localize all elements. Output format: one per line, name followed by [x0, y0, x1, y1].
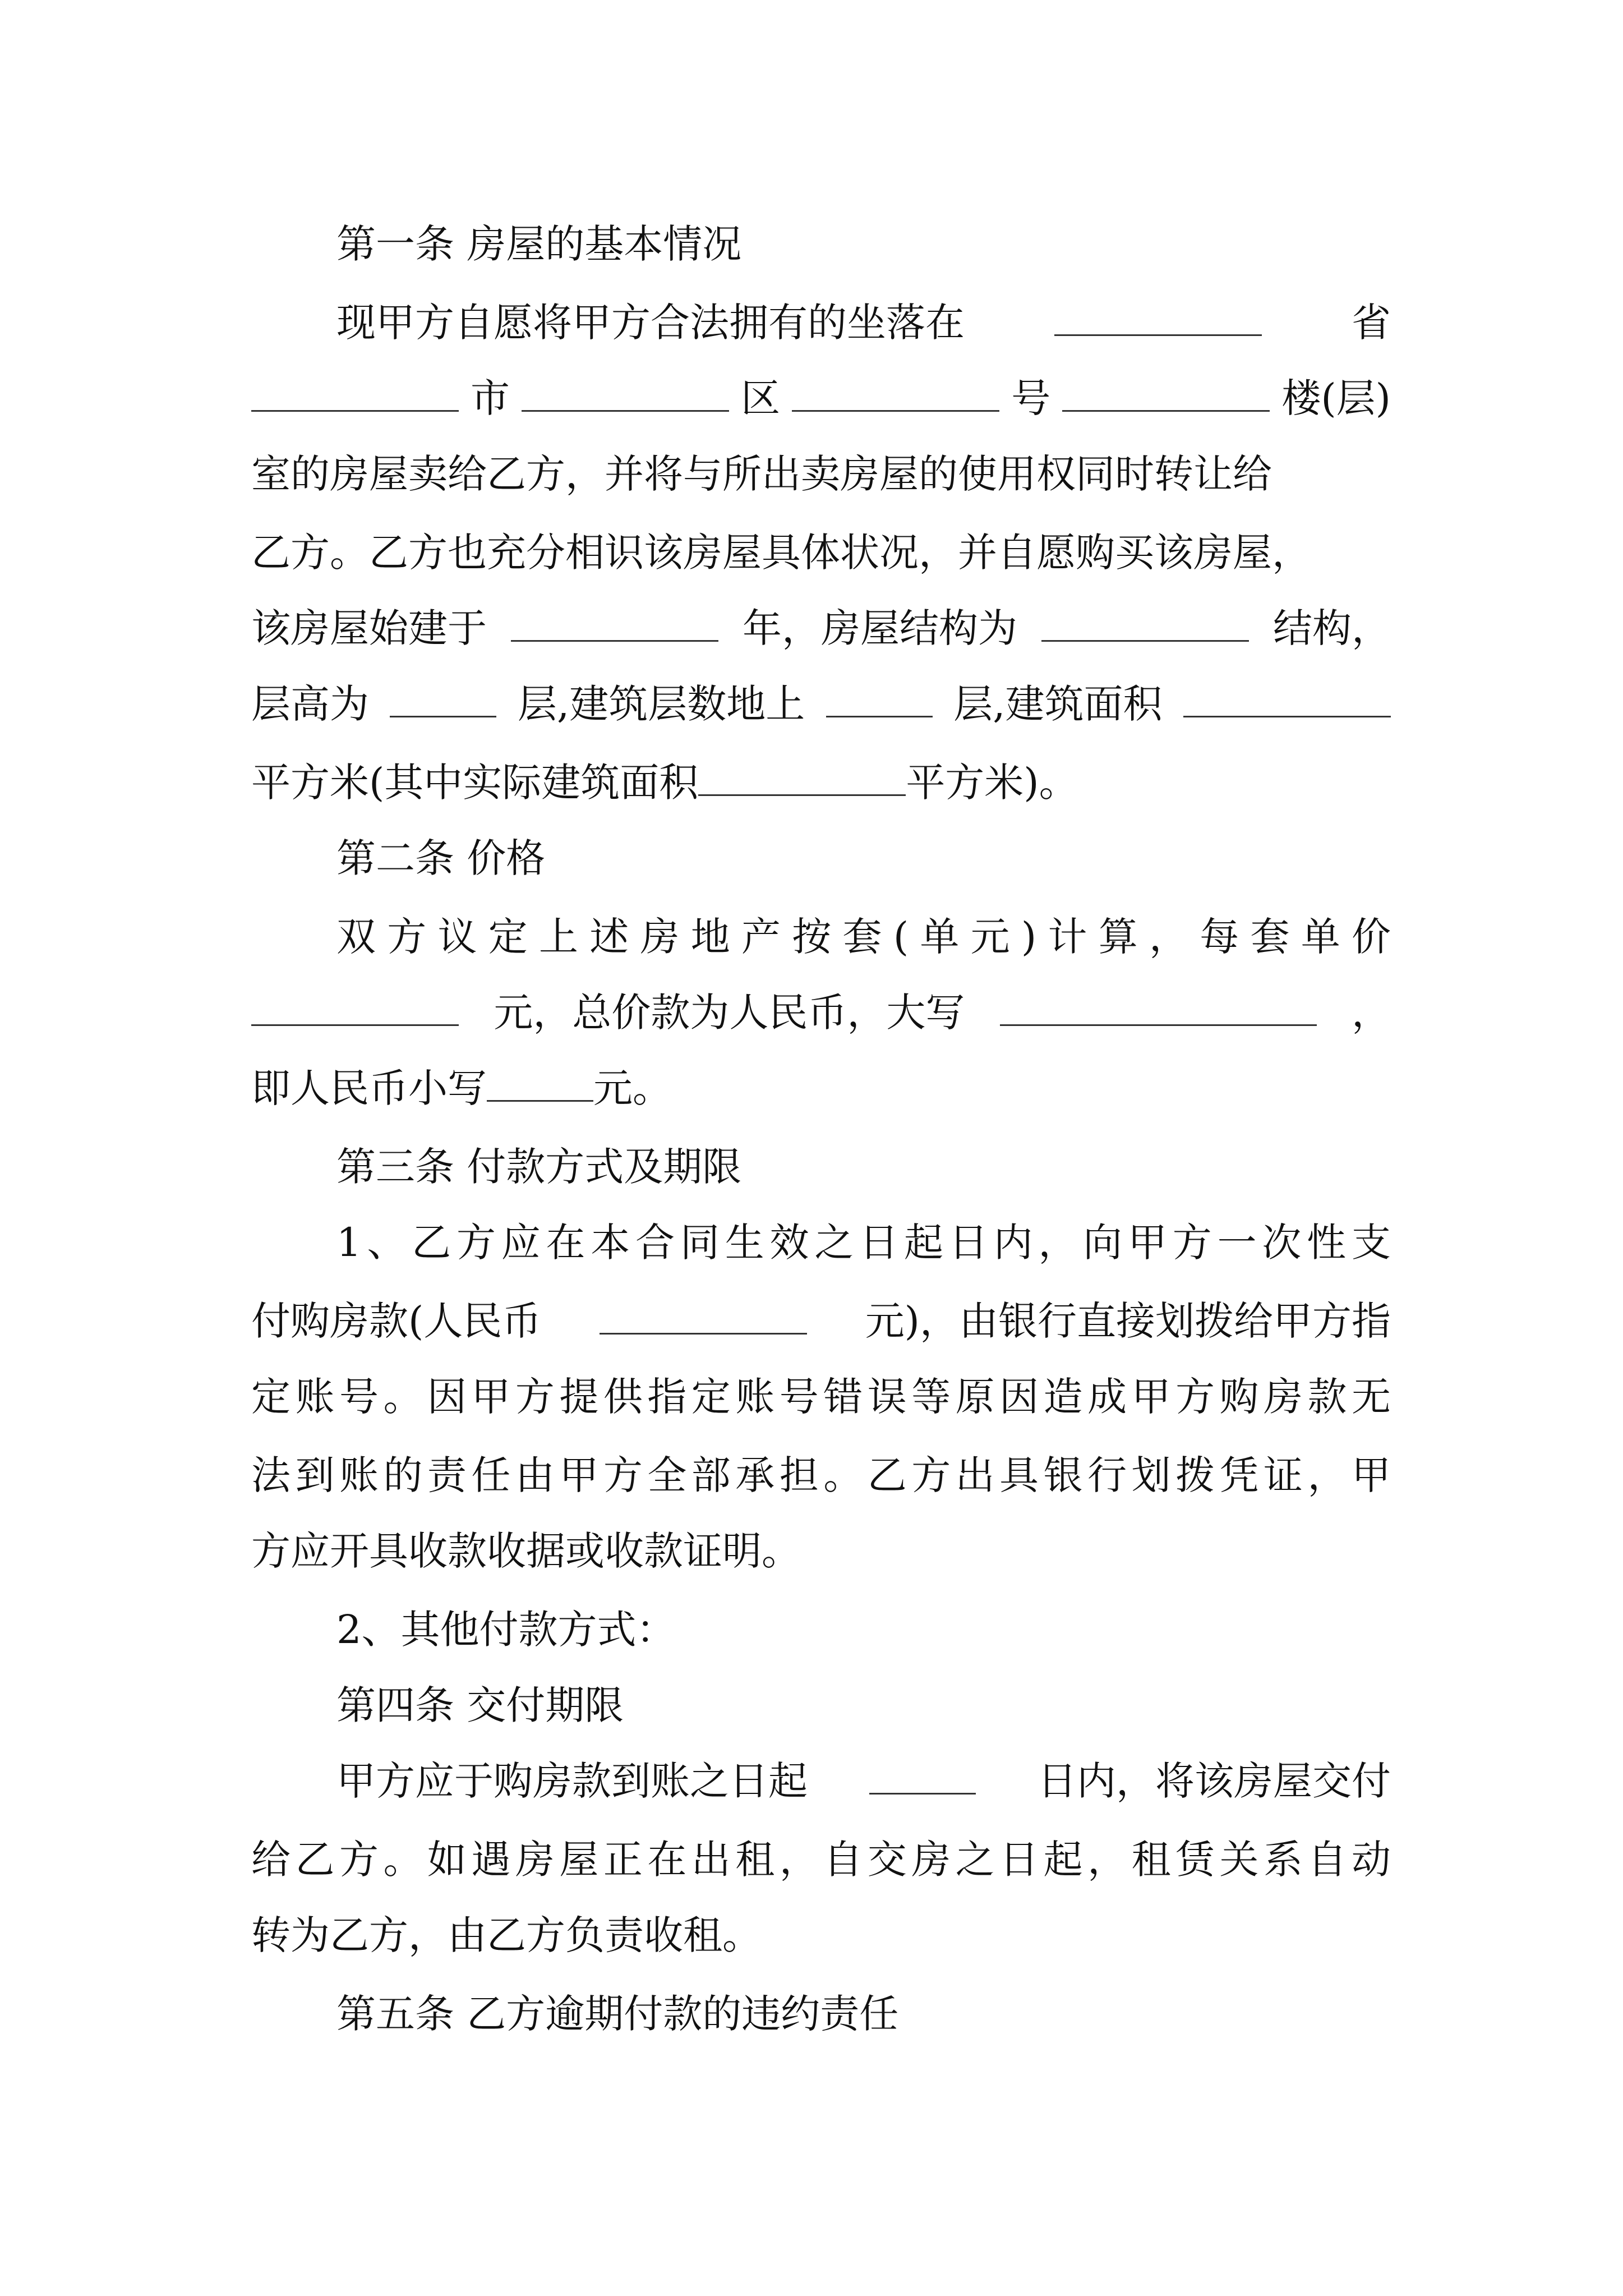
article5-heading: 第五条 乙方逾期付款的违约责任: [336, 1991, 899, 2037]
article3-line5: 方应开具收款收据或收款证明。: [251, 1528, 801, 1574]
blank-delivery-days[interactable]: [869, 1757, 976, 1795]
label-structure-tail: 结构，: [1273, 605, 1391, 651]
article1-line5: [251, 600, 1391, 656]
article3-line3: 定账号。因甲方提供指定账号错误等原因造成甲方购房款无: [251, 1374, 1391, 1420]
article1-line3: 室的房屋卖给乙方，并将与所出卖房屋的使用权同时转让给: [251, 451, 1272, 497]
article3-heading: 第三条 付款方式及期限: [336, 1144, 742, 1190]
article1-line1-text: 现甲方自愿将甲方合法拥有的坐落在: [336, 300, 965, 346]
label-building-area: 层,建筑面积: [953, 681, 1163, 727]
blank-unit-price[interactable]: [251, 988, 459, 1026]
blank-floor-height[interactable]: [390, 680, 496, 717]
article3-line1: 1、乙方应在本合同生效之日起日内，向甲方一次性支: [336, 1220, 1391, 1266]
article3-line2: [251, 1293, 1391, 1349]
article1-line7: [251, 754, 1391, 811]
article1-line1-tail: 省: [1352, 300, 1391, 346]
blank-payment-amount[interactable]: [600, 1297, 807, 1335]
label-area-unit: 平方米)。: [906, 760, 1078, 806]
blank-number[interactable]: [1062, 374, 1270, 412]
label-payment-amount: 付购房款(人民币: [251, 1298, 542, 1344]
label-delivery-end: 日内，将该房屋交付: [1038, 1758, 1391, 1804]
blank-actual-area[interactable]: [698, 758, 906, 796]
article1-line1: [336, 295, 1391, 351]
article2-heading: 第二条 价格: [336, 835, 546, 881]
label-floor: 楼(层): [1281, 375, 1391, 421]
blank-floors-above[interactable]: [826, 680, 933, 717]
label-comma: ，: [1351, 990, 1391, 1036]
label-yuan: 元。: [593, 1065, 672, 1111]
label-delivery-start: 甲方应于购房款到账之日起: [336, 1758, 808, 1804]
blank-district[interactable]: [792, 374, 999, 412]
blank-built-year[interactable]: [511, 604, 718, 642]
blank-lowercase-amount[interactable]: [487, 1064, 593, 1102]
article3-line6: 2、其他付款方式：: [336, 1607, 676, 1653]
label-lowercase-amount: 即人民币小写: [251, 1065, 487, 1111]
article4-line1: [336, 1753, 1391, 1809]
blank-total-uppercase[interactable]: [1000, 988, 1317, 1026]
label-number: 号: [1011, 375, 1051, 421]
article4-heading: 第四条 交付期限: [336, 1682, 624, 1728]
article1-line6: [251, 676, 1391, 732]
blank-province[interactable]: [251, 374, 459, 412]
label-actual-area: 平方米(其中实际建筑面积: [251, 760, 699, 806]
blank-structure[interactable]: [1041, 604, 1249, 642]
article2-line1: 双方议定上述房地产按套(单元)计算，每套单价: [336, 914, 1391, 960]
label-floors-above: 层,建筑层数地上: [517, 681, 805, 727]
label-structure: 年，房屋结构为: [743, 605, 1017, 651]
article1-heading: 第一条 房屋的基本情况: [336, 221, 742, 267]
article2-line3: [251, 1060, 1391, 1116]
label-total-price: 元，总价款为人民币，大写: [494, 990, 965, 1036]
article4-line2: 给乙方。如遇房屋正在出租，自交房之日起，租赁关系自动: [251, 1837, 1391, 1883]
label-floor-height: 层高为: [251, 681, 369, 727]
article3-line4: 法到账的责任由甲方全部承担。乙方出具银行划拨凭证，甲: [251, 1452, 1391, 1498]
article1-line2: [251, 370, 1391, 426]
label-district: 区: [741, 375, 781, 421]
label-bank-transfer: 元)，由银行直接划拨给甲方指: [865, 1298, 1391, 1344]
label-built-year: 该房屋始建于: [251, 605, 487, 651]
article4-line3: 转为乙方，由乙方负责收租。: [251, 1912, 762, 1958]
blank-location[interactable]: [1054, 298, 1262, 336]
blank-building-area[interactable]: [1183, 680, 1391, 717]
blank-city[interactable]: [522, 374, 729, 412]
label-city: 市: [471, 375, 510, 421]
article1-line4: 乙方。乙方也充分相识该房屋具体状况，并自愿购买该房屋，: [251, 530, 1311, 576]
article2-line2: [251, 984, 1391, 1041]
